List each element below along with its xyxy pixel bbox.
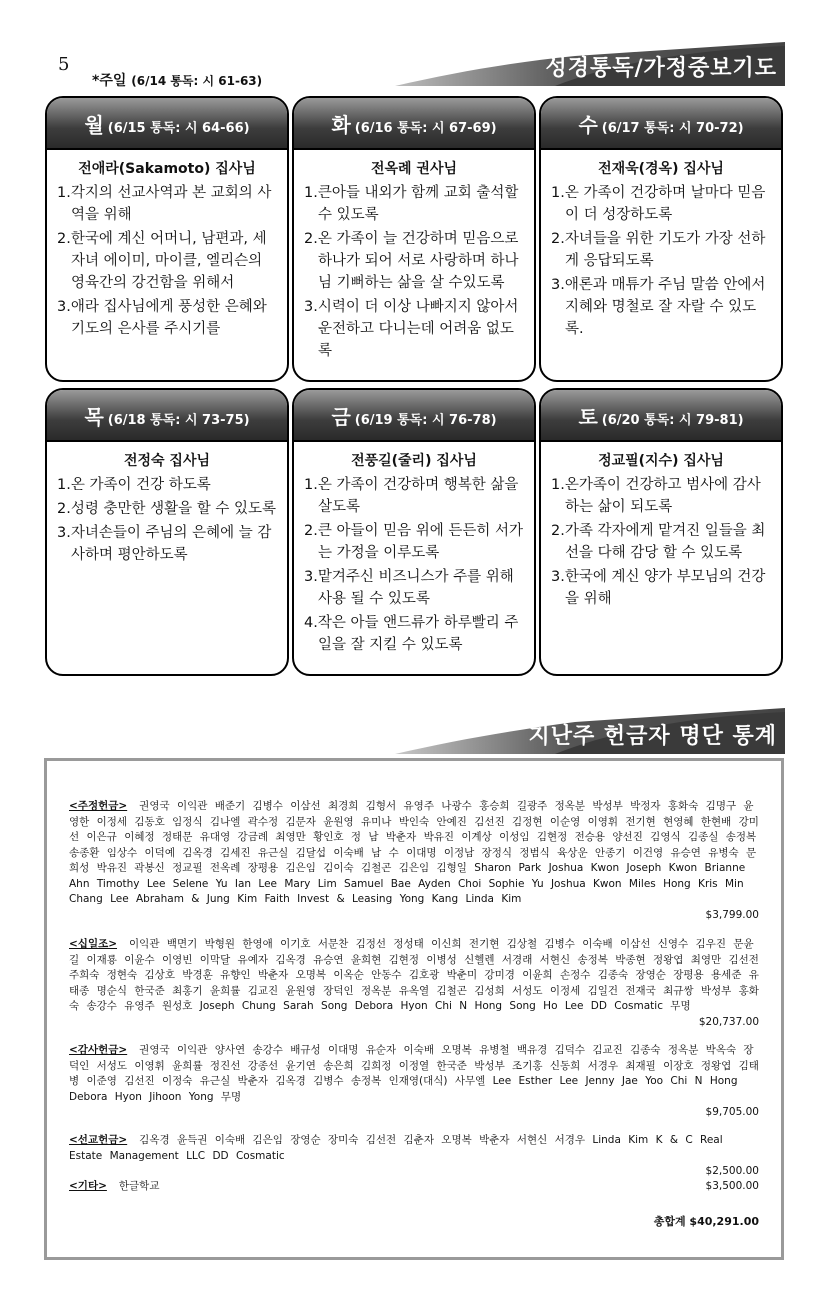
offering-amount: $3,500.00 xyxy=(705,1180,759,1192)
day-card-sat xyxy=(539,388,783,676)
section-header-prayer xyxy=(395,42,785,86)
offering-group-tithe xyxy=(69,937,759,1030)
offering-names: 김옥경 윤득권 이숙배 김은임 장영순 장미숙 김선전 김춘자 오명복 박춘자 서현신 서경우 Linda Kim K & C Real Estate Management LLC DD Cosmatic xyxy=(69,1134,723,1162)
offering-amount: $20,737.00 xyxy=(698,1015,759,1028)
day-reading: (6/17 통독: 시 70-72) xyxy=(601,121,744,136)
offering-names: 이익관 백면기 박형원 한영애 이기호 서문찬 김정선 정성태 이신희 전기현 김상철 김병수 이숙배 이삼선 신영수 김우진 문윤길 이재룡 이윤수 이영빈 이막달 유예자 김옥경 유승연 윤희현 김현정 이병성 신헬렌 서경래 서현신 송정복 박종현 정왕엽 최영만 김선전 주희숙 정현숙 김상호 박경훈 유향인 박춘자 오명복 이옥순 안동수 김호광 박춘미 강미경 이윤희 손정수 김종숙 장영순 장평용 용세준 유태종 명순식 한국준 최홍기 윤희률 김교진 윤원영 장덕인 정옥분 유옥열 김철곤 김성희 서성도 이정세 김일건 전재국 최규쌍 박성부 홍화숙 송강수 유영주 원성호 Joseph Chung Sarah Song Debora Hyon Chi N Hong Song Ho Lee DD Cosmatic 무명 xyxy=(69,938,759,1012)
grand-total: 총합계 $40,291.00 xyxy=(653,1215,759,1228)
family-name: 전옥례 권사님 xyxy=(370,161,458,177)
day-label: 월 xyxy=(84,113,104,137)
sunday-label: *주일 xyxy=(92,73,127,89)
prayer-item: 1.큰아들 내외가 함께 교회 출석할 수 있도록 xyxy=(304,185,519,223)
prayer-item: 1.온가족이 건강하고 범사에 감사하는 삶이 되도록 xyxy=(551,477,761,515)
day-card-tue xyxy=(292,96,536,382)
section-title-prayer: 성경통독/가정중보기도 xyxy=(545,55,777,81)
prayer-item: 3.애라 집사님에게 풍성한 은혜와 기도의 은사를 주시기를 xyxy=(57,299,267,337)
family-name: 전정숙 집사님 xyxy=(123,453,211,469)
day-label: 금 xyxy=(331,405,351,429)
day-label: 토 xyxy=(578,405,598,429)
sunday-reading xyxy=(92,70,262,90)
day-label: 목 xyxy=(84,405,104,429)
prayer-list xyxy=(541,182,781,340)
offering-group-regular xyxy=(69,799,759,923)
offering-group-mission xyxy=(69,1133,759,1180)
prayer-list xyxy=(294,474,534,656)
day-reading: (6/19 통독: 시 76-78) xyxy=(354,413,497,428)
offering-names: 한글학교 xyxy=(118,1180,160,1192)
day-label: 화 xyxy=(331,113,351,137)
offering-label: <기타> xyxy=(69,1180,107,1192)
offering-list-box xyxy=(44,758,784,1260)
prayer-item: 2.가족 각자에게 맡겨진 일들을 최선을 다해 감당 할 수 있도록 xyxy=(551,523,766,561)
prayer-item: 1.온 가족이 건강하며 행복한 삶을 살도록 xyxy=(304,477,519,515)
page-number: 5 xyxy=(58,54,70,75)
prayer-item: 3.애론과 매튜가 주님 말씀 안에서 지혜와 명철로 잘 자랄 수 있도록. xyxy=(551,277,766,337)
section-header-offerings xyxy=(395,708,785,754)
family-name: 전애라(Sakamoto) 집사님 xyxy=(78,161,256,177)
family-name: 전풍길(줄리) 집사님 xyxy=(351,453,477,469)
family-name: 정교필(지수) 집사님 xyxy=(598,453,724,469)
day-card-mon xyxy=(45,96,289,382)
day-card-thu xyxy=(45,388,289,676)
prayer-item: 3.맡겨주신 비즈니스가 주를 위해 사용 될 수 있도록 xyxy=(304,569,514,607)
offering-label: <감사헌금> xyxy=(69,1044,128,1056)
prayer-list xyxy=(47,474,287,566)
offering-label: <주정헌금> xyxy=(69,800,128,812)
offering-names: 권영국 이익관 양사연 송강수 배규성 이대명 유순자 이숙배 오명복 유병철 백유경 김덕수 김교진 김종숙 정옥분 박옥숙 장덕인 서성도 이영휘 윤희률 정진선 강종선 윤기연 송은희 김희정 이정열 한국준 박성부 조기홍 신동희 서경우 최재필 이장호 정왕엽 김태병 이준영 김선진 이정숙 유근실 박춘자 김옥경 김병수 송정복 인재영(대식) 사무엘 Lee Esther Lee Jenny Jae Yoo Chi N Hong Debora Hyon Jihoon Yong 무명 xyxy=(69,1044,759,1103)
offering-group-other xyxy=(69,1179,759,1195)
prayer-item: 1.온 가족이 건강하며 날마다 믿음이 더 성장하도록 xyxy=(551,185,766,223)
prayer-list xyxy=(47,182,287,340)
offering-label: <십일조> xyxy=(69,938,118,950)
offering-amount: $9,705.00 xyxy=(705,1106,759,1118)
day-reading: (6/16 통독: 시 67-69) xyxy=(354,121,497,136)
prayer-item: 2.온 가족이 늘 건강하며 믿음으로 하나가 되어 서로 사랑하며 하나님 기뻐하는 삶을 살 수있도록 xyxy=(304,231,519,291)
prayer-list xyxy=(541,474,781,610)
day-label: 수 xyxy=(578,113,598,137)
prayer-item: 2.한국에 계신 어머니, 남편과, 세 자녀 에이미, 마이클, 엘리슨의 영육간의 강건함을 위해서 xyxy=(57,231,267,291)
section-title-offerings: 지난주 헌금자 명단 통계 xyxy=(528,723,777,749)
day-reading: (6/18 통독: 시 73-75) xyxy=(107,413,250,428)
offering-amount: $3,799.00 xyxy=(705,908,759,921)
prayer-item: 3.시력이 더 이상 나빠지지 않아서 운전하고 다니는데 어려움 없도록 xyxy=(304,299,519,359)
offering-names: 권영국 이익관 배준기 김병수 이삼선 최경희 김형서 유영주 나광수 홍승희 길광주 정옥분 박성부 박정자 홍화숙 김명구 윤영한 이정세 김동호 임정식 김나엘 곽수정 김문자 윤원영 유미나 박인숙 안예진 김선진 김정현 이순영 이영휘 전기현 현영혜 한현배 강미선 이은규 이혜정 정태문 유대영 강금례 최영만 황인호 정 남 박춘자 박유진 이계상 이성임 김현정 전승용 양선진 김영식 김종실 송정복 송종환 임상수 이덕예 김옥경 김세진 유근실 김달섭 이숙배 남 수 이대명 이정남 장정식 정범식 육상운 안종기 이건영 유승연 유병숙 문희성 박유진 곽봉신 정교필 전옥례 장평용 김은임 김이숙 김철곤 김은임 김형일 Sharon Park Joshua Kwon Joseph Kwon Brianne Ahn Timothy Lee Selene Yu Ian Lee Mary Lim Samuel Bae Ayden Choi Sophie Yu Joshua Kwon Miles Hong Kris Min Chang Lee Abraham & Jung Kim Faith Invest & Leasing Yong Kang Linda Kim xyxy=(69,800,759,905)
sunday-reading-range: (6/14 통독: 시 61-63) xyxy=(131,74,263,88)
day-card-fri xyxy=(292,388,536,676)
prayer-list xyxy=(294,182,534,362)
prayer-item: 2.자녀들을 위한 기도가 가장 선하게 응답되도록 xyxy=(551,231,766,269)
prayer-item: 1.온 가족이 건강 하도록 xyxy=(57,477,211,493)
prayer-item: 1.각지의 선교사역과 본 교회의 사역을 위해 xyxy=(57,185,272,223)
prayer-item: 2.큰 아들이 믿음 위에 든든히 서가는 가정을 이루도록 xyxy=(304,523,523,561)
family-name: 전재욱(경옥) 집사님 xyxy=(598,161,724,177)
offering-group-thanks xyxy=(69,1043,759,1121)
day-reading: (6/20 통독: 시 79-81) xyxy=(601,413,744,428)
day-card-wed xyxy=(539,96,783,382)
day-reading: (6/15 통독: 시 64-66) xyxy=(107,121,250,136)
prayer-item: 3.한국에 계신 양가 부모님의 건강을 위해 xyxy=(551,569,766,607)
offering-label: <선교헌금> xyxy=(69,1134,128,1146)
prayer-item: 2.성령 충만한 생활을 할 수 있도록 xyxy=(57,501,276,517)
offering-amount: $2,500.00 xyxy=(705,1165,759,1177)
prayer-item: 3.자녀손들이 주님의 은혜에 늘 감사하며 평안하도록 xyxy=(57,525,272,563)
prayer-item: 4.작은 아들 앤드류가 하루빨리 주일을 잘 지킬 수 있도록 xyxy=(304,615,519,653)
